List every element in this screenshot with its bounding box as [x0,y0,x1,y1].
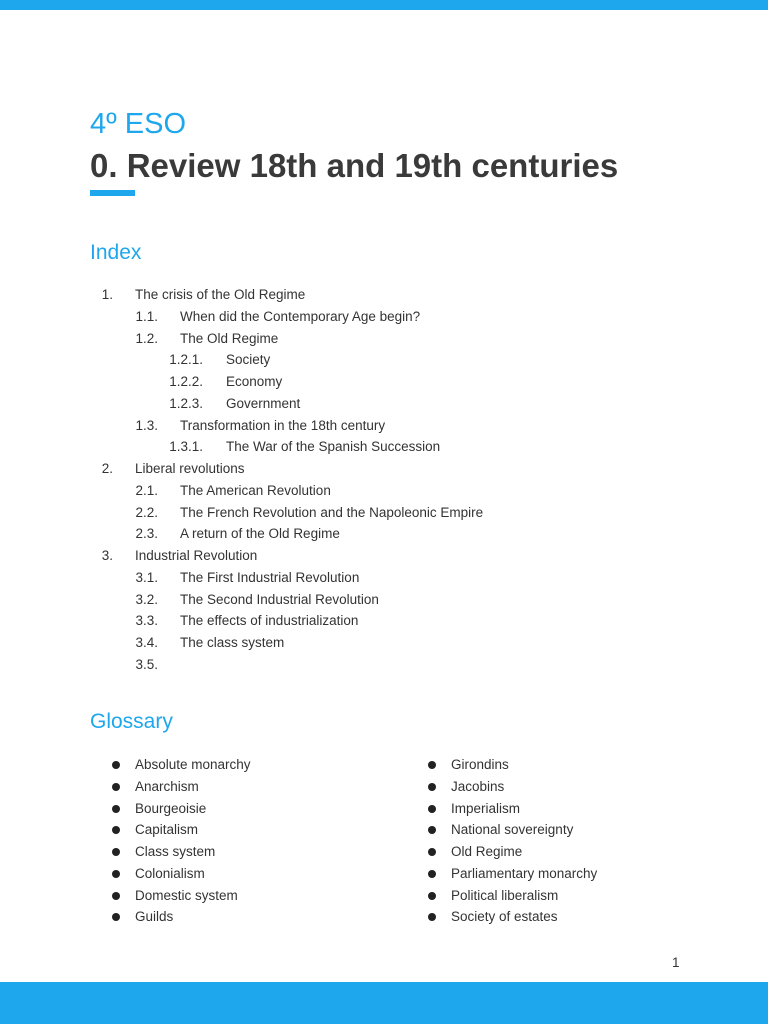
bullet-icon [428,783,436,791]
toc-item-text: Society [226,352,271,368]
toc-item-text: When did the Contemporary Age begin? [180,308,421,324]
bullet-icon [112,826,120,834]
toc-item [0,589,768,611]
glossary-term: Girondins [451,757,509,772]
toc-item-text: A return of the Old Regime [180,526,340,542]
toc-item-number: 2.3. [135,526,158,542]
toc-item [0,480,768,502]
toc-item-number: 1.2.1. [169,352,203,368]
toc-item-text: The French Revolution and the Napoleonic Empire [180,504,484,520]
glossary-term: Society of estates [451,909,558,925]
toc-item-text: Liberal revolutions [135,461,245,476]
glossary-term: Anarchism [135,778,199,794]
glossary-term: Old Regime [451,844,523,859]
toc-item [0,502,768,524]
bullet-icon [112,892,120,900]
toc-item-number: 2.2. [135,504,158,520]
toc-item-text: Transformation in the 18th century [180,417,386,433]
table-of-contents [0,284,768,676]
toc-item-text: The American Revolution [180,482,331,498]
toc-item-number: 3. [101,548,113,563]
toc-item-text: The crisis of the Old Regime [135,287,306,302]
title-underline [90,190,135,196]
toc-item [0,306,768,328]
toc-item-text: The First Industrial Revolution [180,569,360,585]
bullet-icon [112,848,120,856]
bottom-accent-bar [0,982,768,1024]
bullet-icon [112,870,120,878]
glossary-term: Absolute monarchy [135,757,251,772]
glossary-term: Imperialism [451,800,521,816]
toc-item-text: The War of the Spanish Succession [226,439,441,455]
toc-item [0,371,768,393]
top-accent-bar [0,0,768,10]
glossary-term: Colonialism [135,865,205,881]
toc-item-text: The Old Regime [180,330,279,346]
toc-item-number: 3.4. [135,635,158,650]
toc-item [0,415,768,437]
toc-item-number: 1.2. [135,330,158,346]
toc-item-text: The effects of industrialization [180,613,359,629]
toc-item [0,632,768,654]
glossary-term: Capitalism [135,822,199,838]
page-number: 1 [672,955,680,970]
glossary-term: Domestic system [135,887,238,903]
glossary-term: Bourgeoisie [135,800,207,816]
toc-item [0,610,768,632]
toc-item-text: Economy [226,374,283,389]
toc-item-number: 3.5. [135,656,158,672]
toc-item [0,567,768,589]
bullet-icon [112,913,120,921]
bullet-icon [428,805,436,813]
toc-item [0,523,768,545]
bullet-icon [428,848,436,856]
bullet-icon [428,892,436,900]
glossary-term: Guilds [135,909,174,925]
glossary-term: Parliamentary monarchy [451,865,598,881]
toc-item [0,284,768,306]
toc-item [0,545,768,567]
toc-item [0,458,768,480]
bullet-icon [428,913,436,921]
toc-item-text: Industrial Revolution [135,548,258,563]
bullet-icon [112,761,120,769]
toc-item-number: 1. [101,287,113,302]
toc-item-number: 2.1. [135,482,158,498]
bullet-icon [428,761,436,769]
toc-item-number: 3.1. [135,569,158,585]
glossary-heading: Glossary [90,710,173,733]
toc-item-text: Government [226,395,301,411]
glossary-term: Jacobins [451,778,505,794]
toc-item [0,393,768,415]
index-heading: Index [90,241,142,264]
toc-item-number: 2. [101,461,113,476]
glossary-term: Political liberalism [451,887,559,903]
toc-item [0,436,768,458]
toc-item-number: 1.2.3. [169,395,203,411]
toc-item-number: 3.2. [135,591,158,607]
bullet-icon [112,805,120,813]
toc-item-number: 3.3. [135,613,158,629]
bullet-icon [428,870,436,878]
toc-item-text: The class system [180,635,285,650]
toc-item [0,328,768,350]
toc-item [0,654,768,676]
bullet-icon [112,783,120,791]
bullet-icon [428,826,436,834]
toc-item-text: The Second Industrial Revolution [180,591,379,607]
glossary-term: Class system [135,844,216,859]
glossary-term: National sovereignty [451,822,574,838]
course-label: 4º ESO [90,108,187,140]
toc-item-number: 1.2.2. [169,374,203,389]
toc-item-number: 1.3. [135,417,158,433]
page-title: 0. Review 18th and 19th centuries [90,147,619,184]
toc-item-number: 1.1. [135,308,158,324]
toc-item [0,349,768,371]
toc-item-number: 1.3.1. [169,439,203,455]
